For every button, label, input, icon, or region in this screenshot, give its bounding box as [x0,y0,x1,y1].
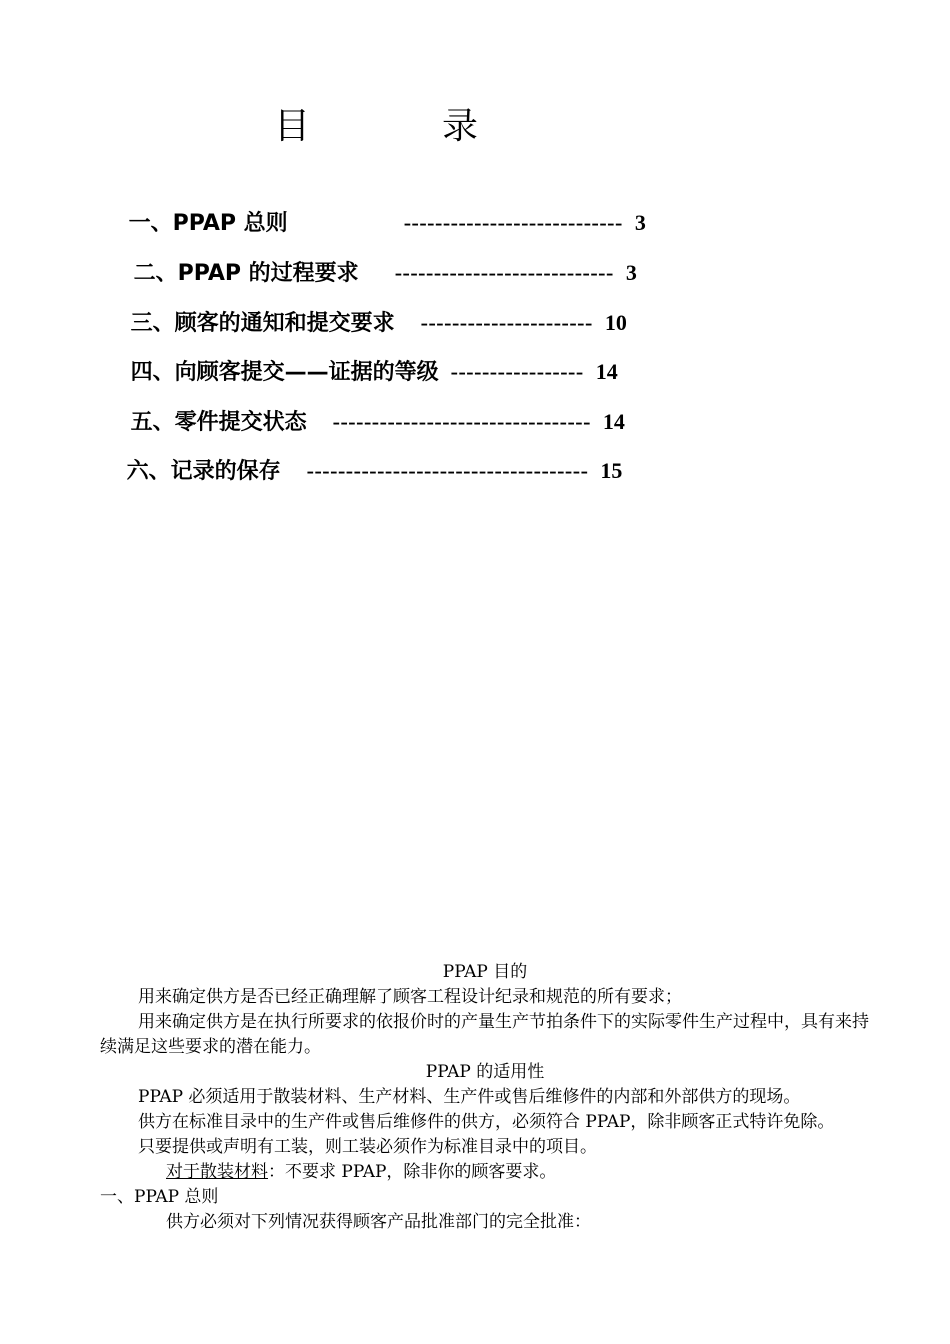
toc-leader: ---------------------------- [394,260,614,285]
bulk-material-text: ：不要求 PPAP，除非你的顾客要求。 [268,1162,557,1182]
toc-page-number: 14 [602,409,625,434]
purpose-heading: PPAP 目的 [442,962,528,982]
bulk-material-paragraph [100,1160,870,1185]
body-section [100,960,870,1235]
toc-leader: --------------------------------- [332,409,591,434]
toc-entry-label: 六、记录的保存 [126,459,281,484]
applicability-paragraph: 供方在标准目录中的生产件或售后维修件的供方，必须符合 PPAP，除非顾客正式特许免除。 [138,1112,835,1132]
toc-title: 目 录 [273,106,526,147]
toc-entry-2[interactable] [103,228,637,286]
toc-entry-6[interactable] [96,426,623,484]
toc-page-number: 15 [600,458,623,483]
toc-page-number: 10 [604,310,627,335]
toc-entry-label: 五、零件提交状态 [130,410,307,435]
toc-entry-label: 四、向顾客提交——证据的等级 [130,360,439,385]
toc-entry-label: 三、顾客的通知和提交要求 [130,311,395,336]
toc-entry-3[interactable] [100,278,627,336]
purpose-paragraph: 用来确定供方是在执行所要求的依报价时的产量生产节拍条件下的实际零件生产过程中，具有来持续满足这些要求的潜在能力。 [100,1012,869,1057]
toc-leader: ----------------- [450,359,584,384]
toc-leader: ------------------------------------ [306,458,589,483]
applicability-paragraph: 只要提供或声明有工装，则工装必须作为标准目录中的项目。 [138,1137,597,1157]
toc-entry-5[interactable] [100,377,625,435]
applicability-paragraph: PPAP 必须适用于散装材料、生产材料、生产件或售后维修件的内部和外部供方的现场。 [138,1087,801,1107]
toc-page-number: 14 [595,359,618,384]
toc-page-number: 3 [625,260,637,285]
section-paragraph: 供方必须对下列情况获得顾客产品批准部门的完全批准： [166,1212,591,1232]
toc-leader: ---------------------- [420,310,593,335]
toc-entry-4[interactable] [100,327,618,385]
purpose-paragraph: 用来确定供方是否已经正确理解了顾客工程设计纪录和规范的所有要求； [138,987,682,1007]
toc-leader: ---------------------------- [403,210,623,235]
applicability-heading: PPAP 的适用性 [425,1062,545,1082]
bulk-material-label: 对于散装材料 [166,1162,268,1182]
toc-entry-label: 二、PPAP 的过程要求 [133,261,359,286]
section-heading: 一、PPAP 总则 [100,1187,219,1207]
toc-entry-label: 一、PPAP 总则 [128,211,288,236]
toc-entry-1[interactable] [98,178,646,236]
toc-page-number: 3 [634,210,646,235]
